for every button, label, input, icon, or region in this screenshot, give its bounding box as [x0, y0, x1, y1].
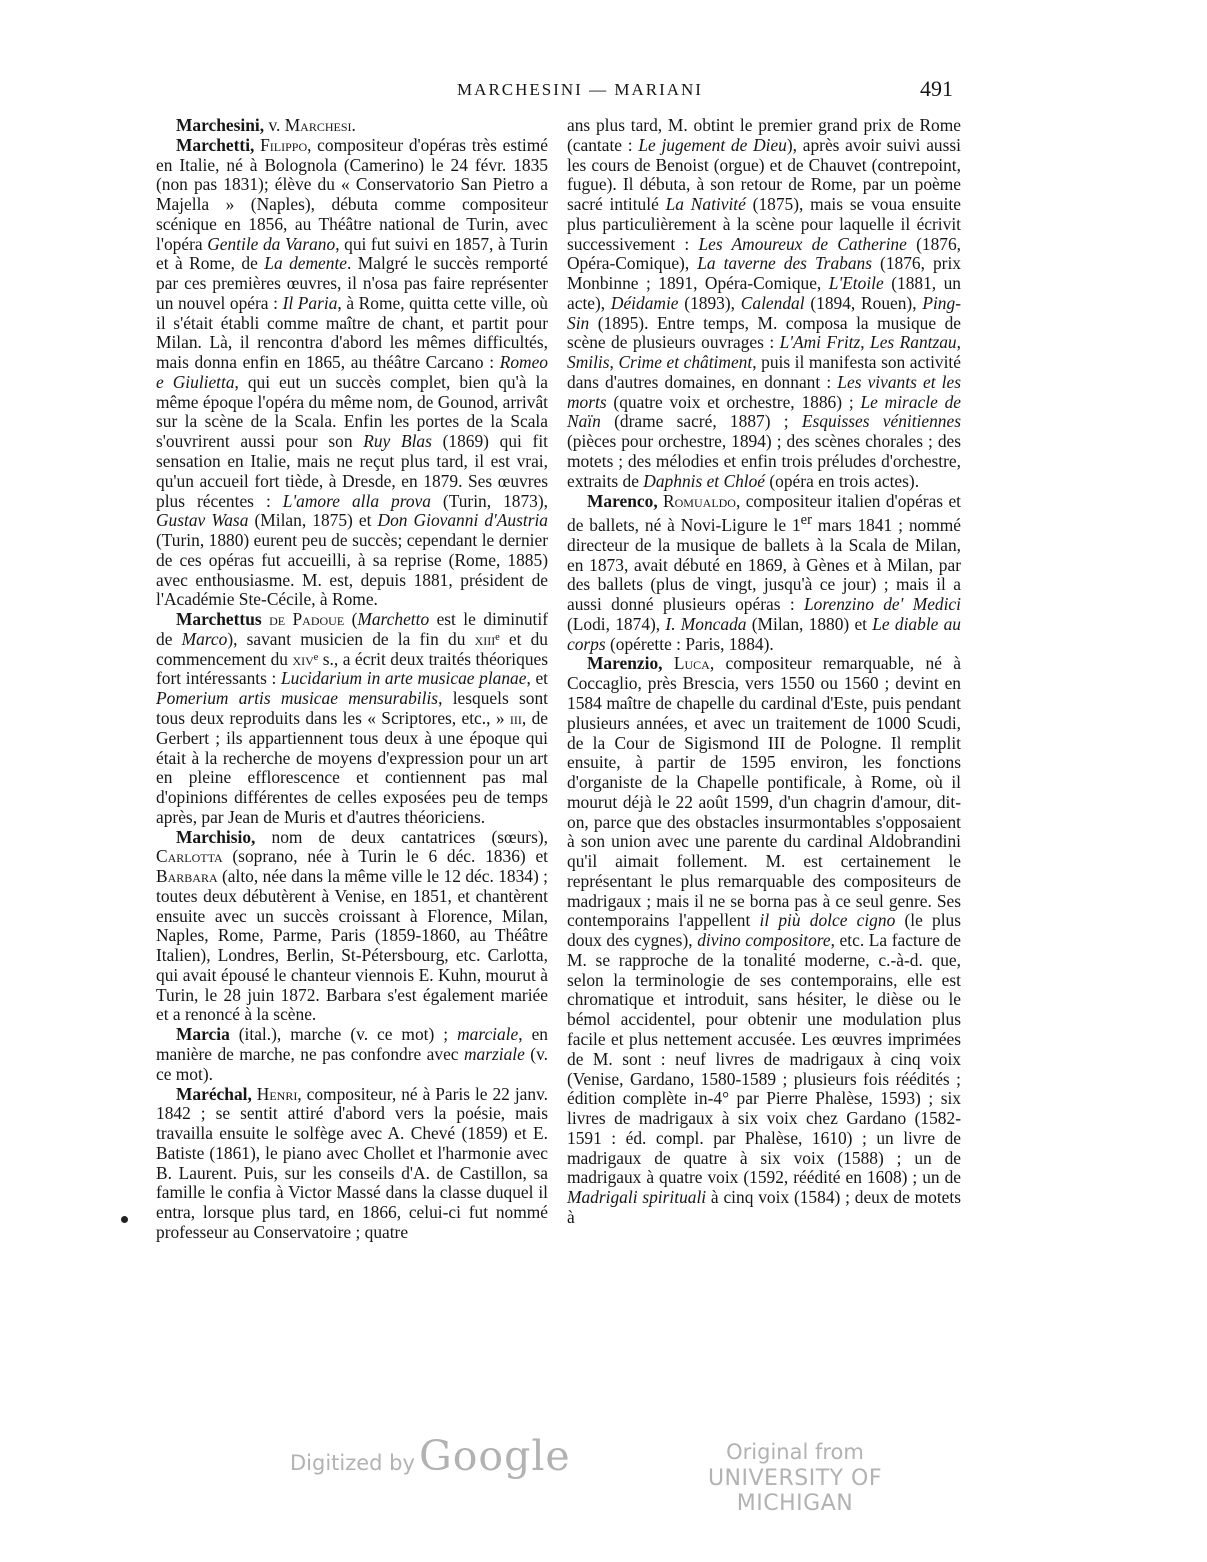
- digitized-by-google-watermark: [290, 1432, 571, 1480]
- entry-headword: Marchetti,: [176, 134, 255, 155]
- entry-body: ans plus tard, M. obtint le premier grand prix de Rome (cantate : Le jugement de Dieu), après avoir suivi aussi les cours de Benoist (orgue) et de Chauvet (contrepoint, fugue). Il débuta, à son retour de Rome, par un poème sacré intitulé La Nativité (1875), mais se voua ensuite plus particulièrement à la scène pour laquelle il écrivit successivement : Les Amoureux de Catherine (1876, Opéra-Comique), La taverne des Trabans (1876, prix Monbinne ; 1891, Opéra-Comique, L'Etoile (1881, un acte), Déidamie (1893), Calendal (1894, Rouen), Ping-Sin (1895). Entre temps, M. composa la musique de scène de plusieurs ouvrages : L'Ami Fritz, Les Rantzau, Smilis, Crime et châtiment, puis il manifesta son activité dans d'autres domaines, en donnant : Les vivants et les morts (quatre voix et orchestre, 1886) ; Le miracle de Naïn (drame sacré, 1887) ; Esquisses vénitiennes (pièces pour orchestre, 1894) ; des scènes chorales ; des motets ; des mélodies et enfin trois préludes d'orchestre, extraits de Daphnis et Chloé (opéra en trois actes).: [567, 115, 962, 491]
- entry-body: v. Marchesi.: [268, 115, 356, 135]
- entry-body: Luca, compositeur remarquable, né à Coccaglio, près Brescia, vers 1550 ou 1560 ; devint en 1584 maître de chapelle du cardinal d'Este, puis pendant plusieurs années, et avec un traitement de 1000 Scudi, de la Cour de Sigismond III de Pologne. Il remplit ensuite, à partir de 1595 environ, les fonctions d'organiste de la Chapelle pontificale, à Rome, où il mourut déjà le 22 août 1599, d'un chagrin d'amour, dit-on, parce que des obstacles insurmontables s'opposaient à son union avec une parente du cardinal Aldobrandini qu'il aimait follement. M. est certainement le représentant le plus remarquable des compositeurs de madrigaux ; mais il ne se borna pas à ce seul genre. Ses contemporains l'appellent il più dolce cigno (le plus doux des cygnes), divino compositore, etc. La facture de M. se rapproche de la tonalité moderne, c.-à-d. que, selon la terminologie de ses contemporains, elle est chromatique et introduit, sans hésiter, le dièse ou le bémol accidentel, pour obtenir une modulation plus facile et plus nettement accusée. Les œuvres imprimées de M. sont : neuf livres de madrigaux à cinq voix (Venise, Gardano, 1580-1589 ; plusieurs fois réédités ; édition complète in-4° par Pierre Phalèse, 1593) ; six livres de madrigaux à six voix chez Gardano (1582-1591 : éd. compl. par Phalèse, 1610) ; un livre de madrigaux de quatre à six voix (1588) ; un de madrigaux à quatre voix (1592, réédité en 1608) ; un de Madrigali spirituali à cinq voix (1584) ; deux de motets à: [567, 653, 961, 1227]
- entry-headword: Marenco,: [587, 490, 658, 511]
- entry-headword: Marcia: [176, 1024, 230, 1045]
- entry-body: Romualdo, compositeur italien d'opéras et de ballets, né à Novi-Ligure le 1er mars 1841 ; nommé directeur de la musique de ballets à la Scala de Milan, en 1873, avait débuté en 1869, à Gènes et à Milan, par des ballets (plus de vingt, jusqu'à ce jour) ; mais il a aussi donné plusieurs opéras : Lorenzino de' Medici (Lodi, 1874), I. Moncada (Milan, 1880) et Le diable au corps (opérette : Paris, 1884).: [567, 490, 962, 654]
- entry-body: nom de deux cantatrices (sœurs), Carlotta (soprano, née à Turin le 6 déc. 1836) et Barbara (alto, née dans la même ville le 12 déc. 1834) ; toutes deux débutèrent à Venise, en 1851, et chantèrent ensuite avec un succès croissant à Florence, Milan, Naples, Rome, Parme, Paris (1859-1860, au Théâtre Italien), Londres, Berlin, St-Pétersbourg, etc. Carlotta, qui avait épousé le chanteur viennois E. Kuhn, mourut à Turin, le 28 juin 1872. Barbara s'est également mariée et a renoncé à la scène.: [156, 826, 548, 1025]
- dictionary-entry: [567, 116, 961, 492]
- entry-body: (ital.), marche (v. ce mot) ; marciale, en manière de marche, ne pas confondre avec marziale (v. ce mot).: [156, 1024, 548, 1084]
- entry-body: Filippo, compositeur d'opéras très estimé en Italie, né à Bolognola (Camerino) le 24 févr. 1835 (non pas 1831); élève du « Conservatorio San Pietro a Majella » (Naples), débuta comme compositeur scénique en 1856, au Théâtre national de Turin, avec l'opéra Gentile da Varano, qui fut suivi en 1857, à Turin et à Rome, de La demente. Malgré le succès remporté par ces premières œuvres, il n'osa pas faire représenter un nouvel opéra : Il Paria, à Rome, quitta cette ville, où il s'était établi comme maître de chant, et partit pour Milan. Là, il rencontra d'abord les mêmes difficultés, mais donna enfin en 1865, au théâtre Carcano : Romeo e Giulietta, qui eut un succès complet, bien qu'à la même époque l'opéra du même nom, de Gounod, arrivât sur la scène de la Scala. Enfin les portes de la Scala s'ouvrirent aussi pour son Ruy Blas (1869) qui fit sensation en Italie, mais ne reçut plus tard, il est vrai, qu'un accueil fort tiède, à Dresde, en 1879. Ses œuvres plus récentes : L'amore alla prova (Turin, 1873), Gustav Wasa (Milan, 1875) et Don Giovanni d'Austria (Turin, 1880) eurent peu de succès; cependant le dernier de ces opéras fut accueilli, à sa reprise (Rome, 1885) avec enthousiasme. M. est, depuis 1881, président de l'Académie Ste-Cécile, à Rome.: [156, 134, 549, 610]
- dictionary-entry: [156, 828, 548, 1026]
- right-column: [567, 116, 961, 1228]
- entry-headword: Marchisio,: [176, 826, 256, 847]
- entry-body: de Padoue (Marchetto est le diminutif de Marco), savant musicien de la fin du xiiiᵉ et du commencement du xivᵉ s., a écrit deux traités théoriques fort intéressants : Lucidarium in arte musicae planae, et Pomerium artis musicae mensurabilis, lesquels sont tous deux reproduits dans les « Scriptores, etc., » iii, de Gerbert ; ils appartiennent tous deux à une époque qui était à la recherche de moyens d'expression pour un art en pleine efflorescence et contiennent pas mal d'opinions différentes de celles exposées peu de temps après, par Jean de Muris et d'autres théoriciens.: [156, 609, 549, 827]
- page-number: 491: [920, 76, 953, 101]
- original-from-text: Original from: [726, 1440, 864, 1464]
- original-from-watermark: [660, 1440, 930, 1516]
- dictionary-entry: [567, 654, 961, 1227]
- entry-headword: Maréchal,: [176, 1083, 252, 1104]
- digitized-by-text: Digitized by: [290, 1451, 415, 1475]
- entry-headword: Marenzio,: [587, 653, 663, 674]
- dictionary-entry: [156, 1025, 548, 1084]
- university-text: UNIVERSITY OF MICHIGAN: [707, 1466, 883, 1516]
- google-logo-text: Google: [418, 1432, 571, 1480]
- entry-body: Henri, compositeur, né à Paris le 22 janv. 1842 ; se sentit attiré d'abord vers la poésie, mais travailla ensuite le solfège avec A. Chevé (1859) et E. Batiste (1861), le piano avec Chollet et l'harmonie avec B. Laurent. Puis, sur les conseils d'A. de Castillon, sa famille le confia à Victor Massé dans la classe duquel il entra, lorsque plus tard, en 1866, celui-ci fut nommé professeur au Conservatoire ; quatre: [156, 1083, 548, 1242]
- margin-dot: [121, 1216, 128, 1223]
- dictionary-entry: [156, 1085, 548, 1243]
- entry-headword: Marchesini,: [176, 115, 265, 135]
- dictionary-entry: [156, 610, 548, 827]
- dictionary-entry: [156, 136, 548, 610]
- entry-headword: Marchettus: [176, 609, 262, 630]
- dictionary-entry: [156, 116, 548, 136]
- running-head: MARCHESINI — MARIANI: [457, 80, 703, 99]
- dictionary-entry: [567, 492, 961, 655]
- left-column: [156, 116, 548, 1243]
